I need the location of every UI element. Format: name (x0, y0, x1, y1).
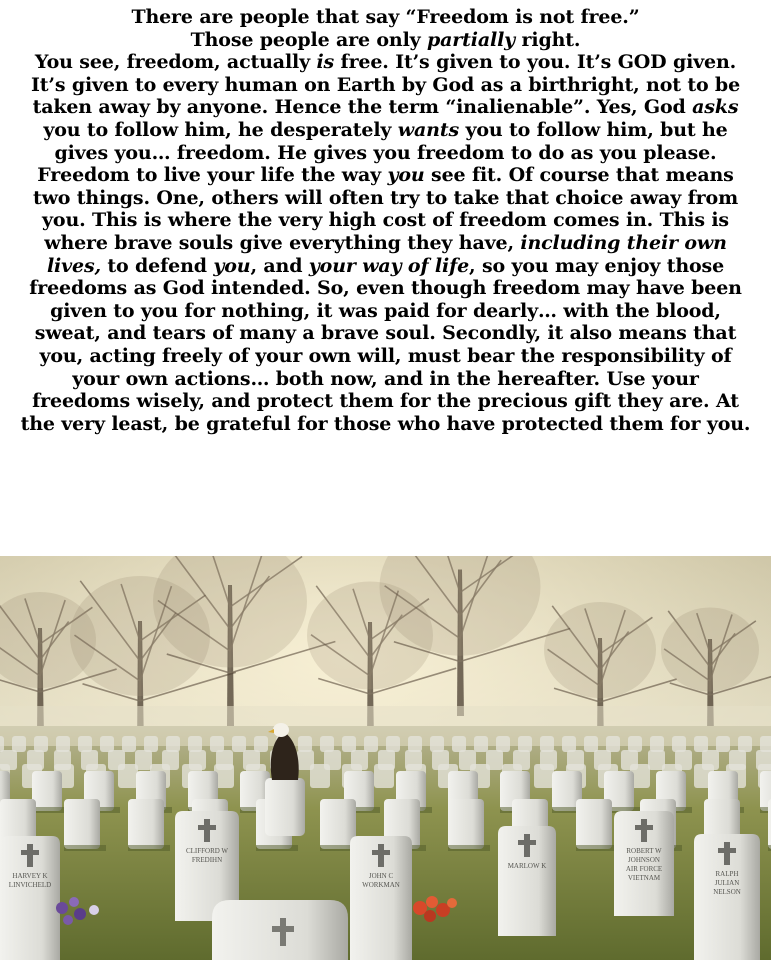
headstone (188, 736, 202, 752)
quote-text: sweat, and tears of many a brave soul. Secondly, it also means that (34, 322, 737, 345)
quote-text: your own actions… both now, and in the hereafter. Use your (72, 367, 699, 390)
quote-line (0, 413, 771, 436)
eagle-headstone (265, 778, 305, 836)
quote-line (0, 255, 771, 278)
headstone (672, 736, 686, 752)
quote-line (0, 209, 771, 232)
headstone-inscription: NELSON (713, 888, 741, 896)
quote-text: It’s given to every human on Earth by God as a birthright, not to be (30, 73, 741, 96)
quote-text: Freedom to live your life the way (37, 164, 388, 187)
headstone-inscription: RALPH (715, 870, 739, 878)
headstone-inscription: WORKMAN (362, 881, 400, 889)
quote-emphasis: you (213, 254, 251, 277)
headstone (298, 736, 312, 752)
headstone-inscription: FREDIHN (191, 856, 223, 864)
headstone-inscription: JOHN C (368, 872, 394, 880)
headstone (310, 764, 330, 788)
headstone (496, 736, 510, 752)
headstone-inscription: JOHNSON (628, 856, 660, 864)
quote-text: freedoms as God intended. So, even though freedom may have been (29, 277, 742, 300)
headstone (232, 736, 246, 752)
quote-line (0, 277, 771, 300)
quote-emphasis: partially (427, 28, 516, 51)
headstone (12, 736, 26, 752)
headstone-john (350, 836, 412, 960)
headstone (374, 764, 394, 788)
quote-emphasis: you (387, 164, 425, 187)
quote-line (0, 345, 771, 368)
quote-text: where brave souls give everything they have, (44, 231, 521, 254)
headstone-robert (614, 811, 674, 916)
quote-emphasis: is (316, 51, 335, 74)
headstone (320, 736, 334, 752)
headstone (448, 799, 484, 849)
quote-text: you to follow him, but he (459, 118, 728, 141)
quote-text: free. It’s given to you. It’s GOD given. (334, 51, 737, 74)
headstone (386, 736, 400, 752)
headstone (540, 736, 554, 752)
headstone (144, 736, 158, 752)
quote-line (0, 322, 771, 345)
quote-text: freedoms wisely, and protect them for the precious gift they are. At (32, 390, 739, 413)
headstone (34, 736, 48, 752)
headstone (100, 736, 114, 752)
quote-line (0, 6, 771, 29)
quote-text: see fit. Of course that means (424, 164, 734, 187)
quote-text: two things. One, others will often try to take that choice away from (32, 186, 739, 209)
quote-text: given to you for nothing, it was paid for dearly… with the blood, (50, 299, 721, 322)
cemetery-photo (0, 556, 771, 960)
quote-text: taken away by anyone. Hence the term “inalienable”. Yes, God (32, 96, 693, 119)
headstone (452, 736, 466, 752)
headstone-inscription: LINVICHELD (8, 881, 52, 889)
quote-text: right. (515, 28, 581, 51)
headstone (694, 736, 708, 752)
quote-text: gives you… freedom. He gives you freedom to do as you please. (54, 141, 717, 164)
eagle-head (273, 723, 289, 737)
headstone (716, 736, 730, 752)
quote-text: , and (250, 254, 309, 277)
quote-text: There are people that say “Freedom is not free.” (131, 6, 640, 28)
headstone-inscription: ROBERT W (626, 847, 662, 855)
headstone-foreground (212, 900, 348, 960)
headstone (518, 736, 532, 752)
quote-text: you. This is where the very high cost of freedom comes in. This is (42, 209, 729, 232)
headstone-inscription: VIETNAM (627, 874, 661, 882)
quote-line (0, 232, 771, 255)
quote-line (0, 119, 771, 142)
headstone-inscription: CLIFFORD W (185, 847, 229, 855)
headstone-inscription: MARLOW K (507, 862, 547, 870)
headstone (78, 736, 92, 752)
headstone (364, 736, 378, 752)
quote-emphasis: your way of life (308, 254, 470, 277)
quote-line (0, 368, 771, 391)
quote-line (0, 300, 771, 323)
headstone (562, 736, 576, 752)
headstone (118, 764, 138, 788)
headstone (122, 736, 136, 752)
headstone (628, 736, 642, 752)
headstone (738, 736, 752, 752)
quote-text: , so you may enjoy those (469, 254, 725, 277)
headstone-ralph (694, 834, 760, 960)
headstone (56, 736, 70, 752)
quote-text: the very least, be grateful for those who have protected them for you. (20, 412, 751, 435)
headstone (576, 799, 612, 849)
headstone-front_left (0, 836, 60, 960)
headstone (64, 799, 100, 849)
headstone (128, 799, 164, 849)
quote-line (0, 390, 771, 413)
headstone (606, 736, 620, 752)
quote-text: Those people are only (190, 28, 428, 51)
headstone (650, 736, 664, 752)
headstone (166, 736, 180, 752)
quote-text: you to follow him, he desperately (43, 118, 398, 141)
headstone (534, 764, 554, 788)
quote-line (0, 74, 771, 97)
quote-line (0, 96, 771, 119)
quote-line (0, 187, 771, 210)
headstone-inscription: JULIAN (714, 879, 740, 887)
headstone (408, 736, 422, 752)
quote-line (0, 51, 771, 74)
quote-emphasis: lives, (46, 254, 101, 277)
cemetery-scene (0, 556, 771, 960)
quote-line (0, 142, 771, 165)
headstone-inscription: HARVEY K (12, 872, 48, 880)
quote-emphasis: wants (397, 118, 460, 141)
headstone (254, 736, 268, 752)
quote-text: you, acting freely of your own will, must bear the responsibility of (39, 344, 732, 367)
quote-line (0, 164, 771, 187)
quote-emphasis: including their own (520, 231, 727, 254)
quote-emphasis: asks (692, 96, 739, 119)
headstone (584, 736, 598, 752)
quote-text: to defend (100, 254, 214, 277)
headstone (760, 736, 771, 752)
quote-line (0, 29, 771, 52)
headstone (0, 736, 4, 752)
headstone-marlow (498, 826, 556, 936)
headstone-inscription: AIR FORCE (625, 865, 663, 873)
quote-text: You see, freedom, actually (34, 51, 317, 74)
headstone (474, 736, 488, 752)
headstone (32, 771, 62, 811)
headstone (210, 736, 224, 752)
headstone (342, 736, 356, 752)
headstone (430, 736, 444, 752)
